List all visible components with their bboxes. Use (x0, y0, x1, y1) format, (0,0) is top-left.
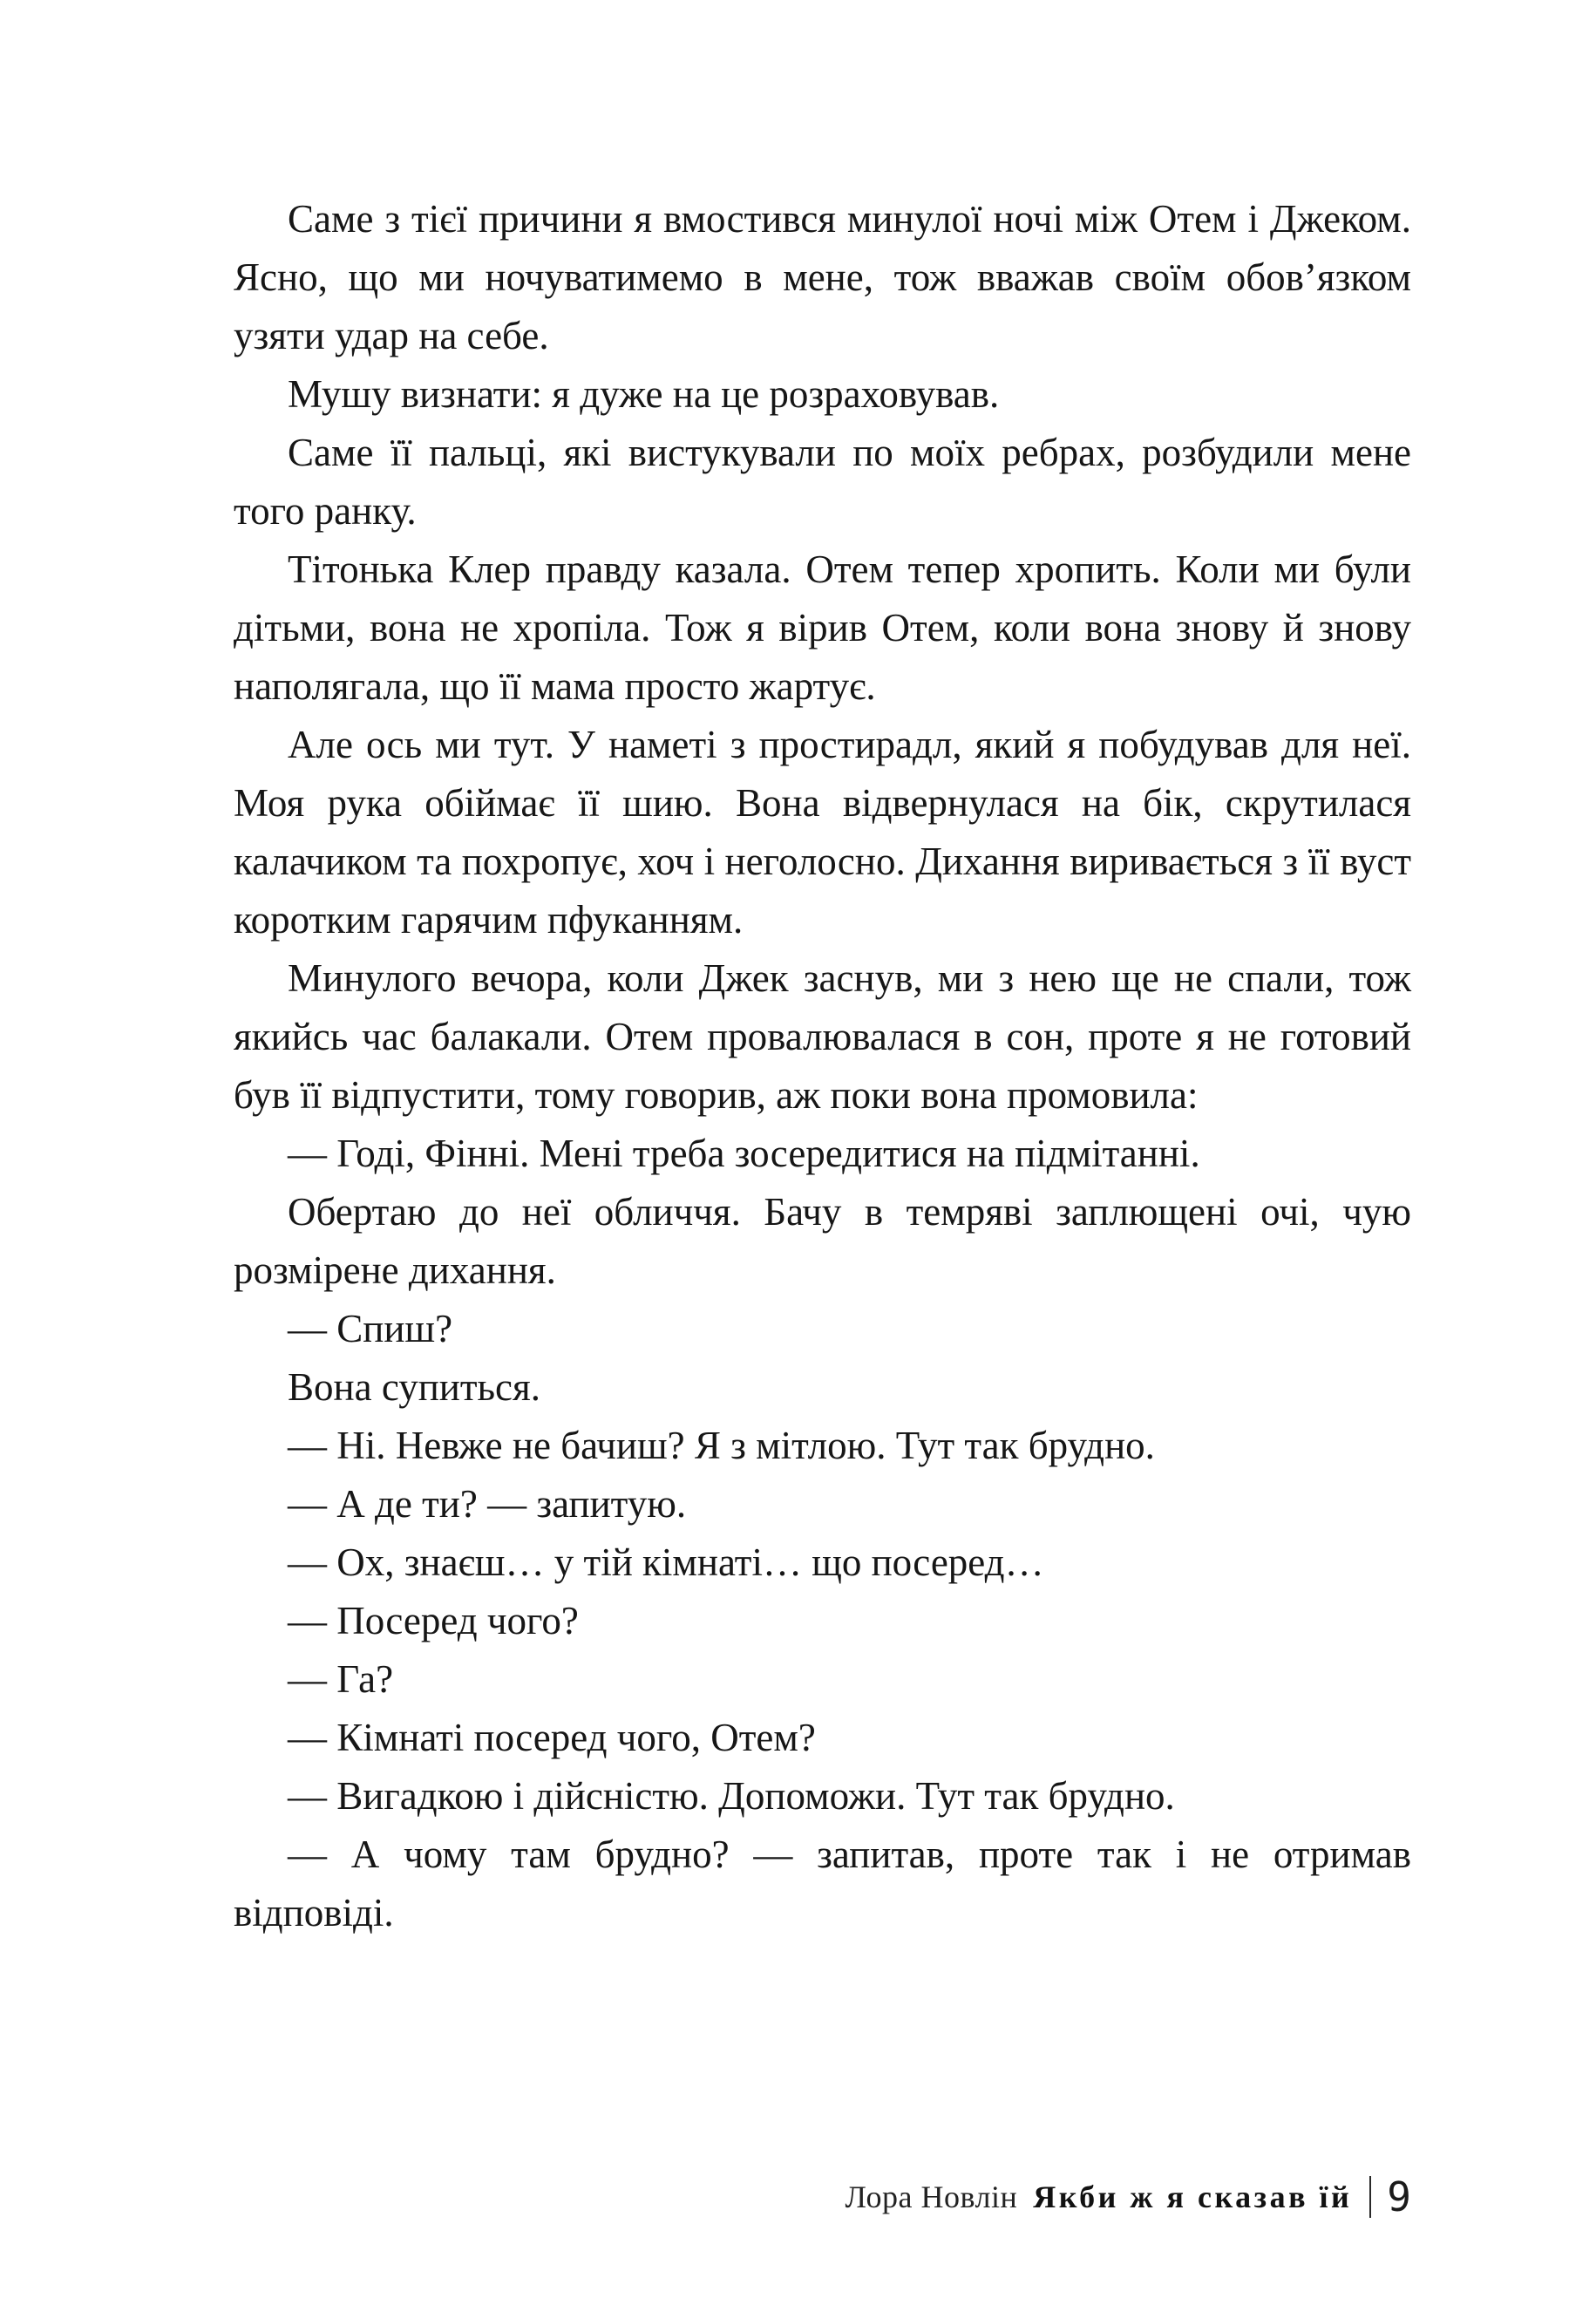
paragraph-dialogue: — Га? (288, 1657, 394, 1701)
paragraph: Тітонька Клер правду казала. Отем тепер хропить. Коли ми були дітьми, вона не хропіла. Тож я вірив Отем, коли вона знову й знову наполягала, що її мама просто жартує. (234, 547, 1411, 708)
paragraph-dialogue: — Вигадкою і дійсністю. Допоможи. Тут так брудно. (288, 1774, 1175, 1818)
footer-divider (1369, 2176, 1371, 2218)
paragraph-dialogue: — Посеред чого? (288, 1599, 579, 1642)
paragraph: Саме її пальці, які вистукували по моїх ребрах, розбудили мене того ранку. (234, 431, 1411, 533)
paragraph: Обертаю до неї обличчя. Бачу в темряві заплющені очі, чую розмірене дихання. (234, 1190, 1411, 1292)
paragraph-dialogue: — Ох, знаєш… у тій кімнаті… що посеред… (288, 1540, 1044, 1584)
footer-book-title: Якби ж я сказав їй (1033, 2179, 1353, 2214)
paragraph-dialogue: — Годі, Фінні. Мені треба зосередитися на підмітанні. (288, 1132, 1200, 1175)
footer-author: Лора Новлін (845, 2179, 1018, 2214)
paragraph-dialogue: — Ні. Невже не бачиш? Я з мітлою. Тут так брудно. (288, 1424, 1155, 1467)
paragraph: Вона супиться. (288, 1365, 540, 1409)
paragraph-dialogue: — Кімнаті посеред чого, Отем? (288, 1716, 816, 1759)
paragraph-dialogue: — А де ти? — запитую. (288, 1482, 687, 1526)
paragraph-dialogue: — Спиш? (288, 1307, 453, 1350)
paragraph: Саме з тієї причини я вмостився минулої ночі між Отем і Джеком. Ясно, що ми ночуватимемо в мене, тож вважав своїм обов’язком узяти удар на себе. (234, 197, 1411, 357)
page-footer (845, 2173, 1411, 2220)
paragraph: Але ось ми тут. У наметі з простирадл, який я побудував для неї. Моя рука обіймає її шию. Вона відвернулася на бік, скрутилася калачиком та похропує, хоч і неголосно. Дихання виривається з її вуст коротким гарячим пфуканням. (234, 723, 1411, 942)
paragraph-dialogue: — А чому там брудно? — запитав, проте так і не отримав відповіді. (234, 1833, 1411, 1935)
paragraph: Мушу визнати: я дуже на це розраховував. (288, 372, 1000, 416)
page-number: 9 (1387, 2173, 1411, 2220)
paragraph: Минулого вечора, коли Джек заснув, ми з нею ще не спали, тож якийсь час балакали. Отем провалювалася в сон, проте я не готовий був її відпустити, тому говорив, аж поки вона промовила: (234, 956, 1411, 1117)
page-text-block (234, 190, 1411, 1942)
